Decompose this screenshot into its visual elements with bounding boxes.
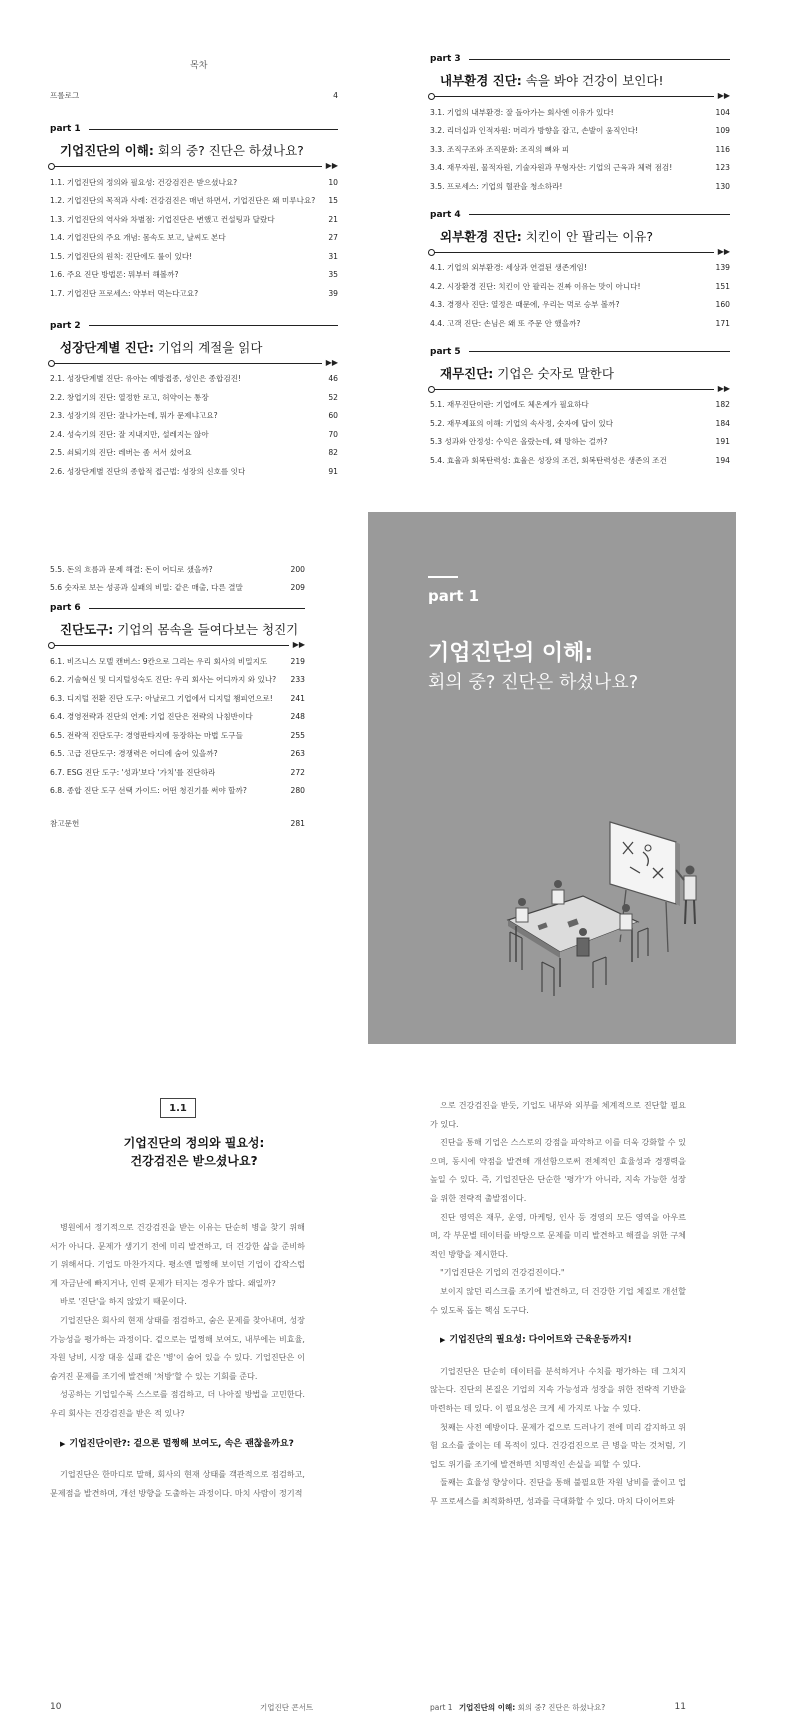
toc-entries-top bbox=[50, 560, 305, 597]
entry-label: 5.6 숫자로 보는 성공과 실패의 비밀: 같은 매출, 다른 결말 bbox=[50, 583, 243, 593]
arrow-rule bbox=[430, 384, 730, 394]
double-arrow-icon: ▶▶ bbox=[325, 161, 338, 170]
entry-label: 6.3. 디지털 전환 진단 도구: 아날로그 기업에서 디지털 챔피언으로! bbox=[50, 693, 273, 703]
entry-page: 151 bbox=[715, 281, 730, 291]
entry-page: 200 bbox=[290, 564, 305, 574]
arrow-line bbox=[430, 252, 714, 253]
part-title bbox=[440, 227, 730, 245]
circle-marker-icon bbox=[428, 386, 435, 393]
double-arrow-icon: ▶▶ bbox=[325, 357, 338, 367]
section-badge-text: 1.1 bbox=[169, 1102, 187, 1114]
double-arrow-icon: ▶▶ bbox=[292, 640, 305, 649]
toc-title: 목차 bbox=[190, 61, 208, 71]
toc-entry[interactable] bbox=[430, 122, 730, 141]
circle-marker-icon bbox=[48, 360, 55, 367]
body-text bbox=[430, 1096, 686, 1510]
part-label bbox=[430, 210, 730, 220]
part-label bbox=[50, 603, 305, 613]
toc-entry[interactable] bbox=[50, 671, 305, 690]
toc-parts bbox=[430, 54, 730, 470]
toc-entry[interactable] bbox=[50, 462, 338, 481]
entry-page: 248 bbox=[290, 712, 305, 722]
entry-page: 10 bbox=[328, 177, 338, 187]
entry-page: 15 bbox=[328, 196, 338, 206]
chapter-page-left bbox=[50, 1090, 338, 1720]
arrow-line bbox=[50, 166, 322, 167]
toc-entry[interactable] bbox=[50, 726, 305, 745]
entry-label: 2.3. 성장기의 진단: 잘나가는데, 뭐가 문제냐고요? bbox=[50, 411, 218, 421]
part-title bbox=[440, 364, 730, 382]
cover-part-label: part 1 bbox=[428, 587, 480, 605]
paragraph-group bbox=[430, 1096, 686, 1319]
body-paragraph: 진단을 통해 기업은 스스로의 강점을 파악하고 이를 더욱 강화할 수 있으며, 동시에 약점을 발견해 개선함으로써 전체적인 효율성과 경쟁력을 높일 수 있다. 즉, 기업진단은 단순한 '평가'가 아니라, 지속 가능한 성장을 위한 전략적 출발점이다. bbox=[430, 1137, 686, 1203]
part-label-text: part 6 bbox=[50, 603, 81, 613]
section-badge bbox=[160, 1098, 196, 1118]
entry-label: 2.1. 성장단계별 진단: 유아는 예방접종, 성인은 종합검진! bbox=[50, 374, 242, 384]
toc-entry[interactable] bbox=[430, 414, 730, 433]
toc-entry-list bbox=[50, 173, 338, 303]
cover-part-rule bbox=[428, 576, 458, 578]
part-title-bold: 재무진단: bbox=[440, 365, 494, 381]
toc-entry[interactable] bbox=[50, 407, 338, 426]
part-rule bbox=[469, 351, 730, 352]
body-paragraph: 기업진단은 한마디로 말해, 회사의 현재 상태를 객관적으로 점검하고, 문제점을 발견하며, 개선 방향을 도출하는 과정이다. 마치 사람이 정기적 bbox=[50, 1469, 305, 1498]
entry-label: 5.2. 재무제표의 이해: 기업의 속사정, 숫자에 답이 있다 bbox=[430, 418, 614, 428]
part-title-rest: 기업의 계절을 읽다 bbox=[153, 339, 263, 355]
entry-label: 4.1. 기업의 외부환경: 세상과 연결된 생존게임! bbox=[430, 263, 587, 273]
entry-page: 281 bbox=[290, 818, 305, 828]
entry-page: 21 bbox=[328, 214, 338, 224]
toc-entry[interactable] bbox=[50, 425, 338, 444]
entry-label: 5.1. 재무진단이란: 기업에도 체온계가 필요하다 bbox=[430, 400, 589, 410]
toc-part bbox=[50, 603, 305, 800]
part-title bbox=[440, 71, 730, 89]
double-arrow-icon: ▶▶ bbox=[717, 246, 730, 256]
entry-page: 52 bbox=[328, 392, 338, 402]
entry-page: 39 bbox=[328, 288, 338, 298]
part-title-rest: 기업은 숫자로 말한다 bbox=[493, 365, 614, 381]
part-label-text: part 1 bbox=[50, 124, 81, 134]
entry-label: 5.5. 돈의 흐름과 문제 해결: 돈이 어디로 샜을까? bbox=[50, 564, 213, 574]
body-paragraph: 바로 '진단'을 하지 않았기 때문이다. bbox=[60, 1296, 187, 1307]
entry-page: 82 bbox=[328, 448, 338, 458]
part-title-rest: 치킨이 안 팔리는 이유? bbox=[521, 228, 654, 244]
toc-entry[interactable] bbox=[430, 314, 730, 333]
arrow-rule bbox=[50, 640, 305, 650]
paragraph-group-after bbox=[50, 1465, 305, 1502]
part-label-text: part 4 bbox=[430, 209, 461, 220]
part-label bbox=[50, 124, 338, 134]
part-rule bbox=[89, 325, 338, 326]
entry-page: 139 bbox=[715, 263, 730, 273]
body-paragraph: 기업진단은 회사의 현재 상태를 점검하고, 숨은 문제를 찾아내며, 성장 가능성을 평가하는 과정이다. 겉으로는 멀쩡해 보여도, 내부에는 비효율, 자원 낭비, 시장 대응 실패 같은 '병'이 숨어 있을 수 있다. 기업진단은 이 숨겨진 문제를 조기에 발견해 '처방'할 수 있는 기회를 준다. bbox=[50, 1314, 305, 1381]
entry-page: 46 bbox=[328, 374, 338, 384]
entry-page: 194 bbox=[715, 455, 730, 465]
entry-page: 241 bbox=[290, 693, 305, 703]
entry-page: 4 bbox=[333, 90, 338, 100]
toc-entry[interactable] bbox=[430, 103, 730, 122]
cover-title-line1: 기업진단의 이해: bbox=[428, 641, 594, 666]
entry-page: 263 bbox=[290, 749, 305, 759]
entry-label: 1.3. 기업진단의 역사와 차별점: 기업진단은 변했고 컨설팅과 달랐다 bbox=[50, 214, 275, 224]
entry-label: 2.2. 창업기의 진단: 열정한 로고, 허약이는 통장 bbox=[50, 392, 209, 402]
body-paragraph: 진단 영역은 재무, 운영, 마케팅, 인사 등 경영의 모든 영역을 아우르며, 각 부문별 데이터를 바탕으로 문제를 미리 발견하고 해결을 위한 구체적인 방향을 제시한다. bbox=[430, 1211, 686, 1259]
arrow-rule bbox=[430, 91, 730, 101]
toc-entry[interactable] bbox=[50, 560, 305, 579]
body-paragraph: 둘째는 효율성 향상이다. 진단을 통해 불필요한 자원 낭비를 줄이고 업무 프로세스를 최적화하면, 성과를 극대화할 수 있다. 마치 다이어트와 bbox=[430, 1477, 686, 1506]
entry-page: 191 bbox=[715, 437, 730, 447]
entry-page: 233 bbox=[290, 675, 305, 685]
toc-entry[interactable] bbox=[50, 444, 338, 463]
toc-part bbox=[50, 124, 338, 303]
toc-page-3 bbox=[50, 560, 305, 860]
toc-entry[interactable] bbox=[430, 177, 730, 196]
toc-entry[interactable] bbox=[430, 396, 730, 415]
toc-part bbox=[430, 210, 730, 333]
toc-entry[interactable] bbox=[430, 140, 730, 159]
arrow-line bbox=[430, 96, 714, 97]
toc-entry-list bbox=[430, 396, 730, 470]
section-heading-line1: 기업진단의 정의와 필요성: bbox=[123, 1136, 265, 1150]
entry-label: 1.1. 기업진단의 정의와 필요성: 건강검진은 받으셨나요? bbox=[50, 177, 238, 187]
entry-label: 6.4. 경영전략과 진단의 연계: 기업 진단은 전략의 나침반이다 bbox=[50, 712, 253, 722]
toc-entry[interactable] bbox=[50, 579, 305, 598]
entry-label: 1.6. 주요 진단 방법론: 뭐부터 해볼까? bbox=[50, 270, 179, 280]
body-paragraph: 성공하는 기업일수록 스스로를 점검하고, 더 나아질 방법을 고민한다. 우리 회사는 건강검진을 받은 적 있나? bbox=[50, 1389, 305, 1418]
part-title-rest: 속을 봐야 건강이 보인다! bbox=[521, 73, 664, 88]
toc-entry[interactable] bbox=[50, 745, 305, 764]
circle-marker-icon bbox=[428, 93, 435, 100]
part-title-rest: 회의 중? 진단은 하셨나요? bbox=[153, 143, 304, 158]
entry-label: 6.5. 전략적 진단도구: 경영판타지에 등장하는 마법 도구들 bbox=[50, 730, 243, 740]
part-rule bbox=[469, 59, 730, 60]
entry-label: 6.7. ESG 진단 도구: '성과'보다 '가치'를 진단하라 bbox=[50, 767, 216, 777]
entry-page: 109 bbox=[715, 126, 730, 136]
part-label-text: part 5 bbox=[430, 346, 461, 357]
toc-part-6 bbox=[50, 603, 305, 800]
part-cover-page bbox=[368, 512, 736, 1044]
footer-bold: 기업진단의 이해: bbox=[458, 1703, 516, 1712]
entry-page: 35 bbox=[328, 270, 338, 280]
toc-entry[interactable] bbox=[430, 277, 730, 296]
toc-entry[interactable] bbox=[50, 229, 338, 248]
toc-entry[interactable] bbox=[50, 763, 305, 782]
entry-label: 5.3 성과와 안정성: 수익은 올랐는데, 왜 망하는 걸까? bbox=[430, 437, 608, 447]
toc-entry[interactable] bbox=[50, 370, 338, 389]
entry-label: 1.2. 기업진단의 목적과 사례: 건강검진은 매년 하면서, 기업진단은 왜 미루나요? bbox=[50, 196, 316, 206]
entry-label: 2.5. 쇠퇴기의 진단: 레버는 좀 서서 섰어요 bbox=[50, 448, 192, 458]
toc-part bbox=[50, 321, 338, 481]
toc-entry[interactable] bbox=[430, 433, 730, 452]
toc-entry[interactable] bbox=[430, 259, 730, 278]
toc-entry[interactable] bbox=[430, 159, 730, 178]
sub-heading: ▶ 기업진단이란?: 겉으론 멀쩡해 보여도, 속은 괜찮을까요? bbox=[60, 1438, 294, 1449]
entry-page: 130 bbox=[715, 181, 730, 191]
entry-page: 171 bbox=[715, 318, 730, 328]
paragraph-group-after bbox=[430, 1362, 686, 1511]
entry-label: 2.4. 성숙기의 진단: 잘 지내지만, 설레지는 않아 bbox=[50, 429, 209, 439]
toc-entry[interactable] bbox=[50, 708, 305, 727]
sub-heading-text: 기업진단이란?: 겉으론 멀쩡해 보여도, 속은 괜찮을까요? bbox=[69, 1438, 294, 1449]
page-number: 11 bbox=[674, 1702, 686, 1712]
meeting-illustration bbox=[498, 812, 718, 1002]
page-number: 10 bbox=[50, 1702, 62, 1712]
part-label bbox=[50, 321, 338, 331]
circle-marker-icon bbox=[48, 163, 55, 170]
part-title-bold: 내부환경 진단: bbox=[440, 73, 522, 88]
entry-page: 31 bbox=[328, 251, 338, 261]
entry-page: 280 bbox=[290, 786, 305, 796]
entry-page: 184 bbox=[715, 418, 730, 428]
toc-entry[interactable] bbox=[430, 296, 730, 315]
paragraph-group bbox=[50, 1218, 305, 1423]
toc-entry[interactable] bbox=[50, 388, 338, 407]
entry-label: 2.6. 성장단계별 진단의 종합적 접근법: 성장의 신호를 잇다 bbox=[50, 466, 246, 476]
body-paragraph: 으로 건강검진을 받듯, 기업도 내부와 외부를 체계적으로 진단할 필요가 있다. bbox=[430, 1100, 686, 1129]
part-title-rest: 기업의 몸속을 들여다보는 청진기 bbox=[113, 622, 299, 637]
part-label-text: part 3 bbox=[430, 54, 461, 64]
entry-label: 3.2. 리더십과 인적자원: 머리가 방향을 잡고, 손발이 움직인다! bbox=[430, 126, 639, 136]
entry-label: 3.3. 조직구조와 조직문화: 조직의 뼈와 피 bbox=[430, 144, 570, 154]
sub-heading: ▶ 기업진단의 필요성: 다이어트와 근육운동까지! bbox=[440, 1335, 632, 1346]
toc-entry[interactable] bbox=[50, 284, 338, 303]
entry-label: 3.4. 재무자원, 물적자원, 기술자원과 무형자산: 기업의 근육과 체력 점검! bbox=[430, 163, 673, 173]
part-title-bold: 성장단계별 진단: bbox=[60, 339, 154, 355]
footer-part: part 1 bbox=[430, 1703, 453, 1712]
running-footer bbox=[430, 1702, 605, 1713]
arrow-rule bbox=[50, 358, 338, 368]
arrow-rule bbox=[50, 161, 338, 171]
entry-page: 116 bbox=[715, 144, 730, 154]
toc-entry-list bbox=[430, 103, 730, 196]
part-label bbox=[430, 347, 730, 357]
body-text bbox=[50, 1218, 305, 1502]
toc-page-1 bbox=[50, 0, 338, 520]
toc-entry[interactable] bbox=[50, 192, 338, 211]
entry-label: 5.4. 효율과 회복탄력성: 효율은 성장의 조건, 회복탄력성은 생존의 조건 bbox=[430, 455, 667, 465]
entry-label: 1.5. 기업진단의 원칙: 진단에도 룰이 있다! bbox=[50, 251, 193, 261]
toc-entry[interactable] bbox=[50, 247, 338, 266]
circle-marker-icon bbox=[48, 642, 55, 649]
entry-page: 219 bbox=[290, 656, 305, 666]
entry-label: 4.3. 경쟁사 진단: 열정은 때문에, 우리는 먹로 승부 볼까? bbox=[430, 300, 620, 310]
entry-label: 6.1. 비즈니스 모델 캔버스: 9칸으로 그리는 우리 회사의 비밀지도 bbox=[50, 656, 268, 666]
entry-page: 209 bbox=[290, 583, 305, 593]
body-paragraph: 기업진단은 단순히 데이터를 분석하거나 수치를 평가하는 데 그치지 않는다. 진단의 본질은 기업의 지속 가능성과 성장을 위한 전략적 기반을 마련하는 데 있다. 이 필요성은 크게 세 가지로 나눌 수 있다. bbox=[430, 1365, 686, 1413]
chapter-page-right bbox=[430, 1090, 686, 1720]
part-rule bbox=[89, 608, 305, 609]
cover-title-line2: 회의 중? 진단은 하셨나요? bbox=[428, 672, 639, 693]
part-title-bold: 진단도구: bbox=[60, 622, 114, 637]
entry-label: 6.2. 기술혁신 및 디지털성숙도 진단: 우리 회사는 어디까지 와 있나? bbox=[50, 675, 277, 685]
arrow-line bbox=[430, 389, 714, 390]
toc-page-2 bbox=[430, 48, 730, 518]
entry-label: 프롤로그 bbox=[50, 90, 80, 100]
double-arrow-icon: ▶▶ bbox=[717, 383, 730, 393]
toc-entry-list bbox=[50, 652, 305, 800]
toc-entry[interactable] bbox=[50, 210, 338, 229]
part-title bbox=[60, 620, 305, 638]
toc-entry[interactable] bbox=[50, 689, 305, 708]
footer-rest: 회의 중? 진단은 하셨나요? bbox=[515, 1703, 606, 1712]
entry-label: 4.4. 고객 진단: 손님은 왜 또 주문 안 했을까? bbox=[430, 318, 581, 328]
entry-page: 27 bbox=[328, 233, 338, 243]
part-title-bold: 기업진단의 이해: bbox=[60, 143, 154, 158]
arrow-line bbox=[50, 645, 289, 646]
toc-entry[interactable] bbox=[50, 782, 305, 801]
entry-page: 70 bbox=[328, 429, 338, 439]
entry-label: 6.8. 종합 진단 도구 선택 가이드: 어떤 청진기를 써야 할까? bbox=[50, 786, 247, 796]
circle-marker-icon bbox=[428, 249, 435, 256]
entry-page: 182 bbox=[715, 400, 730, 410]
entry-page: 255 bbox=[290, 730, 305, 740]
body-paragraph: 보이지 않던 리스크를 조기에 발견하고, 더 건강한 기업 체질로 개선할 수 있도록 돕는 핵심 도구다. bbox=[430, 1285, 686, 1315]
toc-entry[interactable] bbox=[50, 266, 338, 285]
toc-parts bbox=[50, 118, 338, 481]
entry-label: 1.4. 기업진단의 주요 개념: 몸속도 보고, 날씨도 본다 bbox=[50, 233, 226, 243]
body-paragraph: 첫째는 사전 예방이다. 문제가 겉으로 드러나기 전에 미리 감지하고 위험 요소를 줄이는 데 목적이 있다. 건강검진으로 큰 병을 막는 것처럼, 기업도 위기를 조기에 발견하면 치명적인 손실을 피할 수 있다. bbox=[430, 1421, 686, 1469]
arrow-line bbox=[50, 363, 322, 364]
entry-label: 참고문헌 bbox=[50, 818, 80, 828]
sub-heading-text: 기업진단의 필요성: 다이어트와 근육운동까지! bbox=[449, 1335, 632, 1346]
toc-part bbox=[430, 347, 730, 470]
entry-label: 6.5. 고급 진단도구: 경쟁력은 어디에 숨어 있을까? bbox=[50, 749, 218, 759]
entry-page: 160 bbox=[715, 300, 730, 310]
toc-part bbox=[430, 54, 730, 196]
toc-entry[interactable] bbox=[50, 652, 305, 671]
body-paragraph: 병원에서 정기적으로 건강검진을 받는 이유는 단순히 병을 찾기 위해서가 아니다. 문제가 생기기 전에 미리 발견하고, 더 건강한 삶을 준비하기 위해서다. 기업도 마찬가지다. 평소엔 멀쩡해 보이던 기업이 갑작스럽게 자금난에 빠지거나, 인력 문제가 터지는 경우가 많다. 왜일까? bbox=[50, 1222, 305, 1288]
part-title-bold: 외부환경 진단: bbox=[440, 228, 522, 244]
entry-page: 123 bbox=[715, 163, 730, 173]
arrow-rule bbox=[430, 247, 730, 257]
running-footer: 기업진단 콘서트 bbox=[260, 1703, 314, 1712]
entry-label: 3.1. 기업의 내부환경: 잘 돌아가는 회사엔 이유가 있다! bbox=[430, 107, 614, 117]
entry-label: 1.7. 기업진단 프로세스: 약부터 먹는다고요? bbox=[50, 288, 199, 298]
entry-label: 3.5. 프로세스: 기업의 혈관을 청소하라! bbox=[430, 181, 563, 191]
part-rule bbox=[89, 129, 338, 130]
part-label-text: part 2 bbox=[50, 320, 81, 331]
part-label bbox=[430, 54, 730, 64]
entry-page: 104 bbox=[715, 107, 730, 117]
toc-entry-prologue[interactable] bbox=[50, 86, 338, 105]
part-rule bbox=[469, 214, 730, 215]
double-arrow-icon: ▶▶ bbox=[717, 91, 730, 100]
entry-page: 91 bbox=[328, 466, 338, 476]
part-title bbox=[60, 338, 338, 356]
toc-entry-list bbox=[430, 259, 730, 333]
entry-page: 60 bbox=[328, 411, 338, 421]
section-heading-line2: 건강검진은 받으셨나요? bbox=[130, 1154, 258, 1168]
body-paragraph: "기업진단은 기업의 건강검진이다." bbox=[440, 1267, 565, 1278]
toc-entry-references[interactable] bbox=[50, 814, 305, 833]
part-title bbox=[60, 141, 338, 159]
toc-entry[interactable] bbox=[50, 173, 338, 192]
entry-label: 4.2. 시장환경 진단: 치킨이 안 팔리는 진짜 이유는 맛이 아니다! bbox=[430, 281, 641, 291]
entry-page: 272 bbox=[290, 767, 305, 777]
toc-entry[interactable] bbox=[430, 451, 730, 470]
toc-entry-list bbox=[50, 370, 338, 481]
